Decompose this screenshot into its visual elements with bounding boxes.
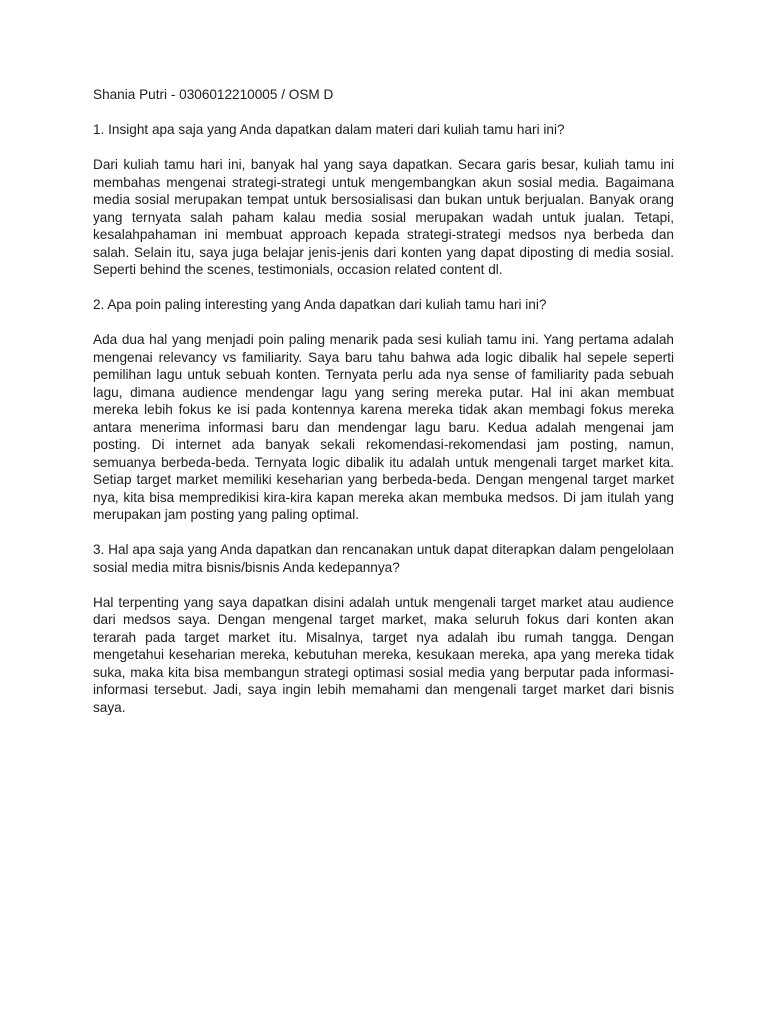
document-page bbox=[93, 86, 674, 716]
spacer bbox=[93, 279, 674, 297]
question-1: 1. Insight apa saja yang Anda dapatkan dalam materi dari kuliah tamu hari ini? bbox=[93, 122, 565, 137]
question-3: 3. Hal apa saja yang Anda dapatkan dan rencanakan untuk dapat diterapkan dalam pengelolaan sosial media mitra bisnis/bisnis Anda kedepannya? bbox=[93, 542, 674, 575]
answer-3: Hal terpenting yang saya dapatkan disini adalah untuk mengenali target market atau audience dari medsos saya. Dengan mengenal target market, maka seluruh fokus dari konten akan terarah pada target market itu. Misalnya, target nya adalah ibu rumah tangga. Dengan mengetahui keseharian mereka, kebutuhan mereka, kesukaan mereka, apa yang mereka tidak suka, maka kita bisa membangun strategi optimasi sosial media yang berputar pada informasi-informasi tersebut. Jadi, saya ingin lebih memahami dan mengenali target market dari bisnis saya. bbox=[93, 594, 674, 715]
spacer bbox=[93, 576, 674, 594]
spacer bbox=[93, 314, 674, 332]
spacer bbox=[93, 104, 674, 122]
author-line: Shania Putri - 0306012210005 / OSM D bbox=[93, 87, 334, 102]
spacer bbox=[93, 139, 674, 157]
answer-1: Dari kuliah tamu hari ini, banyak hal yang saya dapatkan. Secara garis besar, kuliah tamu ini membahas mengenai strategi-strategi untuk mengembangkan akun sosial media. Bagaimana media sosial merupakan tempat untuk bersosialisasi dan bukan untuk berjualan. Banyak orang yang ternyata salah paham kalau media sosial merupakan wadah untuk jualan. Tetapi, kesalahpahaman ini membuat approach kepada strategi-strategi medsos nya berbeda dan salah. Selain itu, saya juga belajar jenis-jenis dari konten yang dapat diposting di media sosial. Seperti behind the scenes, testimonials, occasion related content dl. bbox=[93, 157, 674, 277]
spacer bbox=[93, 524, 674, 542]
question-2: 2. Apa poin paling interesting yang Anda dapatkan dari kuliah tamu hari ini? bbox=[93, 297, 547, 312]
answer-2: Ada dua hal yang menjadi poin paling menarik pada sesi kuliah tamu ini. Yang pertama adalah mengenai relevancy vs familiarity. Saya baru tahu bahwa ada logic dibalik hal sepele seperti pemilihan lagu untuk sebuah konten. Ternyata perlu ada nya sense of familiarity pada sebuah lagu, dimana audience mendengar lagu yang sering mereka putar. Hal ini akan membuat mereka lebih fokus ke isi pada kontennya karena mereka tidak akan membagi fokus mereka antara menerima informasi baru dan mendengar lagu baru. Kedua adalah mengenai jam posting. Di internet ada banyak sekali rekomendasi-rekomendasi jam posting, namun, semuanya berbeda-beda. Ternyata logic dibalik itu adalah untuk mengenali target market kita. Setiap target market memiliki keseharian yang berbeda-beda. Dengan mengenal target market nya, kita bisa mempredikisi kira-kira kapan mereka akan membuka medsos. Di jam itulah yang merupakan jam posting yang paling optimal. bbox=[93, 332, 674, 522]
